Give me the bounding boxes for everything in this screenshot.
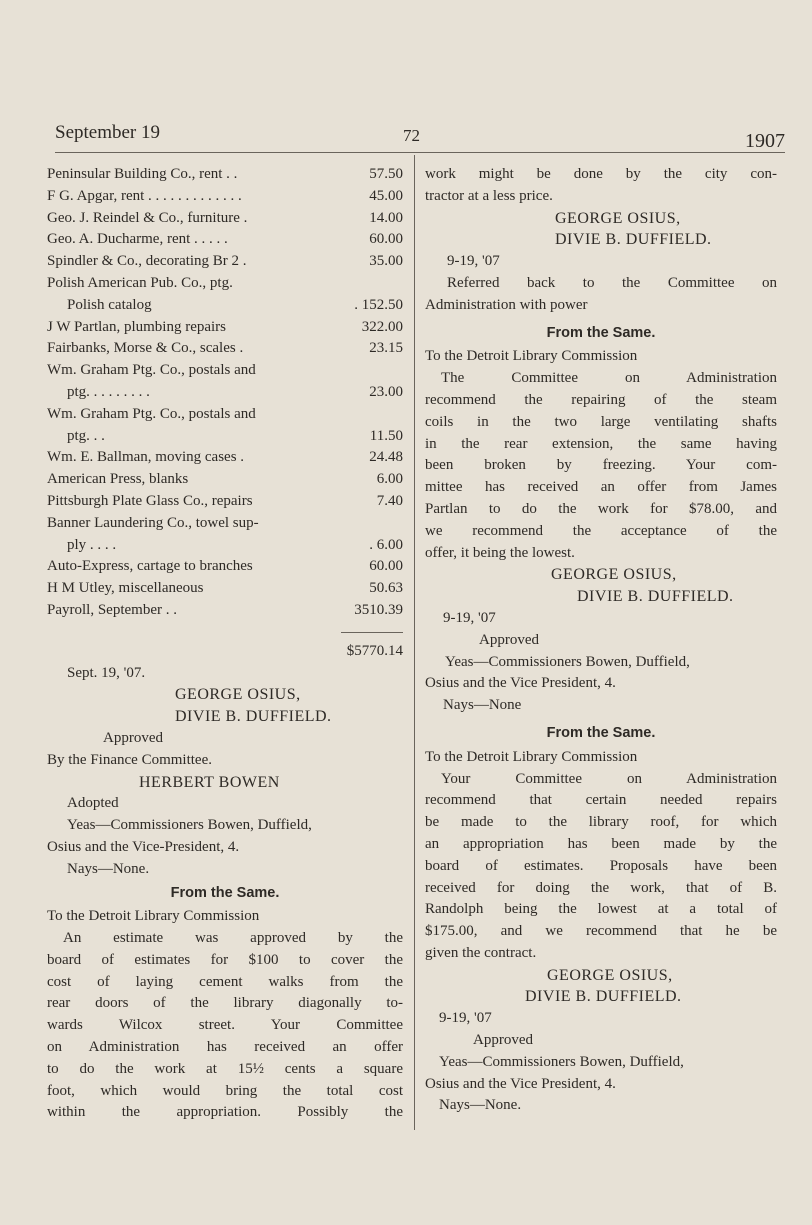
- page-number: 72: [403, 126, 420, 145]
- body-line: within the appropriation. Possibly the: [47, 1104, 403, 1121]
- yeas-line: Yeas—Commissioners Bowen, Duffield,: [439, 1053, 684, 1070]
- expense-name: Peninsular Building Co., rent . .: [47, 166, 238, 182]
- body-line: An estimate was approved by the: [63, 930, 403, 947]
- expense-row: [47, 208, 403, 230]
- expense-amount: [341, 404, 403, 426]
- date-line: 9-19, '07: [447, 253, 500, 270]
- date-line: 9-19, '07: [439, 1010, 492, 1027]
- header-year: 1907: [745, 130, 785, 152]
- body-line: $175.00, and we recommend that he be: [425, 923, 777, 940]
- body-line: been broken by freezing. Your com-: [425, 457, 777, 474]
- addressee-line: To the Detroit Library Commission: [425, 348, 638, 365]
- expense-name: ptg. . .: [67, 427, 105, 444]
- expense-row: [47, 535, 403, 557]
- body-line: given the contract.: [425, 944, 537, 961]
- expense-name: F G. Apgar, rent . . . . . . . . . . . . .: [47, 187, 242, 204]
- expense-name: Geo. A. Ducharme, rent . . . . .: [47, 231, 228, 248]
- date-line: Sept. 19, '07.: [67, 664, 146, 681]
- signature-osius: GEORGE OSIUS,: [555, 209, 681, 227]
- adopted-label: Adopted: [67, 795, 119, 812]
- approved-label: Approved: [473, 1032, 533, 1049]
- body-line: received for doing the work, that of B.: [425, 879, 777, 896]
- expense-row: [47, 382, 403, 404]
- body-line: to do the work at 15½ cents a square: [47, 1060, 403, 1077]
- expense-name: Auto-Express, cartage to branches: [47, 558, 253, 575]
- report-body: [425, 769, 777, 965]
- section-heading: From the Same.: [546, 724, 656, 741]
- body-line: be made to the library roof, for which: [425, 814, 777, 831]
- right-column: [425, 164, 777, 1117]
- expense-amount: 3510.39: [354, 601, 403, 618]
- referred-line: Referred back to the Committee on: [447, 274, 777, 291]
- expense-row: [47, 229, 403, 251]
- expense-name: Geo. J. Reindel & Co., furniture .: [47, 209, 248, 226]
- body-line: The Committee on Administration: [441, 370, 777, 387]
- expense-amount: 322.00: [361, 318, 403, 335]
- expense-row: [47, 491, 403, 513]
- approved-label: Approved: [479, 631, 539, 648]
- column-divider: [414, 155, 415, 1130]
- expense-amount: 45.00: [369, 187, 403, 204]
- body-line: work might be done by the city con-: [425, 166, 777, 182]
- expense-row: [47, 513, 403, 535]
- body-line: cost of laying cement walks from the: [47, 973, 403, 990]
- expense-row: [47, 164, 403, 186]
- section-heading: From the Same.: [546, 324, 656, 341]
- yeas-line: Yeas—Commissioners Bowen, Duffield,: [67, 817, 312, 834]
- body-line: tractor at a less price.: [425, 187, 553, 204]
- expense-row: [47, 578, 403, 600]
- body-line: board of estimates for $100 to cover the: [47, 951, 403, 968]
- expense-amount: [341, 360, 403, 382]
- expense-row: [47, 186, 403, 208]
- report-body: [425, 368, 777, 564]
- body-line: foot, which would bring the total cost: [47, 1082, 403, 1099]
- expense-name: Payroll, September . .: [47, 601, 177, 618]
- expense-row: [47, 426, 403, 448]
- expense-name: Banner Laundering Co., towel sup-: [47, 514, 259, 531]
- expense-amount: 50.63: [369, 580, 403, 597]
- body-line: on Administration has received an offer: [47, 1039, 403, 1056]
- expense-row: [47, 317, 403, 339]
- expense-row: [47, 360, 403, 382]
- body-line: we recommend the acceptance of the: [425, 522, 777, 539]
- body-line: recommend that certain needed repairs: [425, 792, 777, 809]
- header-rule: [55, 152, 785, 153]
- expense-row: [47, 404, 403, 426]
- expense-name: Polish catalog: [67, 296, 152, 313]
- total-rule: [341, 632, 403, 633]
- expense-amount: 23.15: [369, 340, 403, 357]
- expense-name: Polish American Pub. Co., ptg.: [47, 274, 233, 291]
- expense-list: [47, 164, 403, 622]
- expense-name: Wm. E. Ballman, moving cases .: [47, 449, 245, 466]
- signature-osius: GEORGE OSIUS,: [547, 966, 673, 984]
- signature-bowen: HERBERT BOWEN: [139, 773, 280, 791]
- expense-name: Pittsburgh Plate Glass Co., repairs: [47, 492, 253, 509]
- nays-line: Nays—None.: [67, 860, 150, 877]
- body-line: mittee has received an offer from James: [425, 479, 777, 496]
- body-line: wards Wilcox street. Your Committee: [47, 1017, 403, 1034]
- expense-name: ply . . . .: [67, 536, 117, 553]
- expense-amount: . 152.50: [354, 296, 403, 313]
- signature-duffield: DIVIE B. DUFFIELD.: [555, 231, 712, 249]
- expense-amount: 14.00: [369, 209, 403, 226]
- expense-amount: [341, 273, 403, 295]
- expense-name: American Press, blanks: [47, 471, 189, 488]
- finance-committee-line: By the Finance Committee.: [47, 751, 212, 768]
- yeas-line: Yeas—Commissioners Bowen, Duffield,: [445, 653, 690, 670]
- addressee-line: To the Detroit Library Commission: [425, 748, 638, 765]
- expense-name: ptg. . . . . . . . .: [67, 383, 150, 400]
- section-heading: From the Same.: [170, 884, 280, 901]
- signature-osius: GEORGE OSIUS,: [551, 566, 677, 584]
- signature-duffield: DIVIE B. DUFFIELD.: [577, 588, 734, 606]
- expense-row: [47, 469, 403, 491]
- expense-amount: 23.00: [369, 383, 403, 400]
- approved-label: Approved: [103, 729, 163, 746]
- nays-line: Nays—None.: [439, 1097, 522, 1114]
- body-line: recommend the repairing of the steam: [425, 391, 777, 408]
- expense-amount: 7.40: [376, 492, 403, 509]
- body-line: Randolph being the lowest at a total of: [425, 901, 777, 918]
- expense-amount: 60.00: [369, 558, 403, 575]
- body-line: Your Committee on Administration: [441, 770, 777, 787]
- header-date: September 19: [55, 122, 161, 143]
- report-body: [47, 928, 403, 1124]
- expense-name: Fairbanks, Morse & Co., scales .: [47, 340, 244, 357]
- yeas-line-cont: Osius and the Vice-President, 4.: [47, 838, 240, 855]
- yeas-line-cont: Osius and the Vice President, 4.: [425, 675, 616, 692]
- signature-duffield: DIVIE B. DUFFIELD.: [525, 988, 682, 1006]
- expense-row: [47, 273, 403, 295]
- body-line: rear doors of the library diagonally to-: [47, 995, 403, 1012]
- expense-name: H M Utley, miscellaneous: [47, 580, 204, 597]
- expense-amount: 57.50: [369, 166, 403, 182]
- expense-row: [47, 556, 403, 578]
- expense-amount: [341, 513, 403, 535]
- expense-name: J W Partlan, plumbing repairs: [47, 318, 227, 335]
- expense-row: [47, 338, 403, 360]
- expense-amount: 24.48: [369, 449, 403, 466]
- expense-name: Wm. Graham Ptg. Co., postals and: [47, 362, 256, 379]
- body-line: an appropriation has been made by the: [425, 835, 777, 852]
- body-line: coils in the two large ventilating shafts: [425, 413, 777, 430]
- body-line: in the rear extension, the same having: [425, 435, 777, 452]
- left-column: [47, 164, 403, 1124]
- expense-row: [47, 447, 403, 469]
- expense-amount: 11.50: [369, 427, 403, 444]
- date-line: 9-19, '07: [443, 609, 496, 626]
- total-amount: $5770.14: [346, 642, 403, 659]
- expense-amount: . 6.00: [369, 536, 403, 553]
- addressee-line: To the Detroit Library Commission: [47, 908, 260, 925]
- body-line: board of estimates. Proposals have been: [425, 857, 777, 874]
- expense-amount: 6.00: [376, 471, 403, 488]
- yeas-line-cont: Osius and the Vice President, 4.: [425, 1075, 616, 1092]
- body-line: offer, it being the lowest.: [425, 544, 575, 561]
- referred-line-cont: Administration with power: [425, 296, 588, 313]
- total-row: [47, 641, 403, 663]
- body-line: Partlan to do the work for $78.00, and: [425, 500, 777, 517]
- signature-osius: GEORGE OSIUS,: [175, 686, 301, 704]
- expense-row: [47, 295, 403, 317]
- expense-name: Spindler & Co., decorating Br 2 .: [47, 253, 247, 270]
- expense-amount: 60.00: [369, 231, 403, 248]
- expense-row: [47, 251, 403, 273]
- page-header: [55, 122, 785, 152]
- expense-name: Wm. Graham Ptg. Co., postals and: [47, 405, 256, 422]
- nays-line: Nays—None: [443, 697, 522, 714]
- expense-amount: 35.00: [369, 253, 403, 270]
- signature-duffield: DIVIE B. DUFFIELD.: [175, 708, 332, 726]
- expense-row: [47, 600, 403, 622]
